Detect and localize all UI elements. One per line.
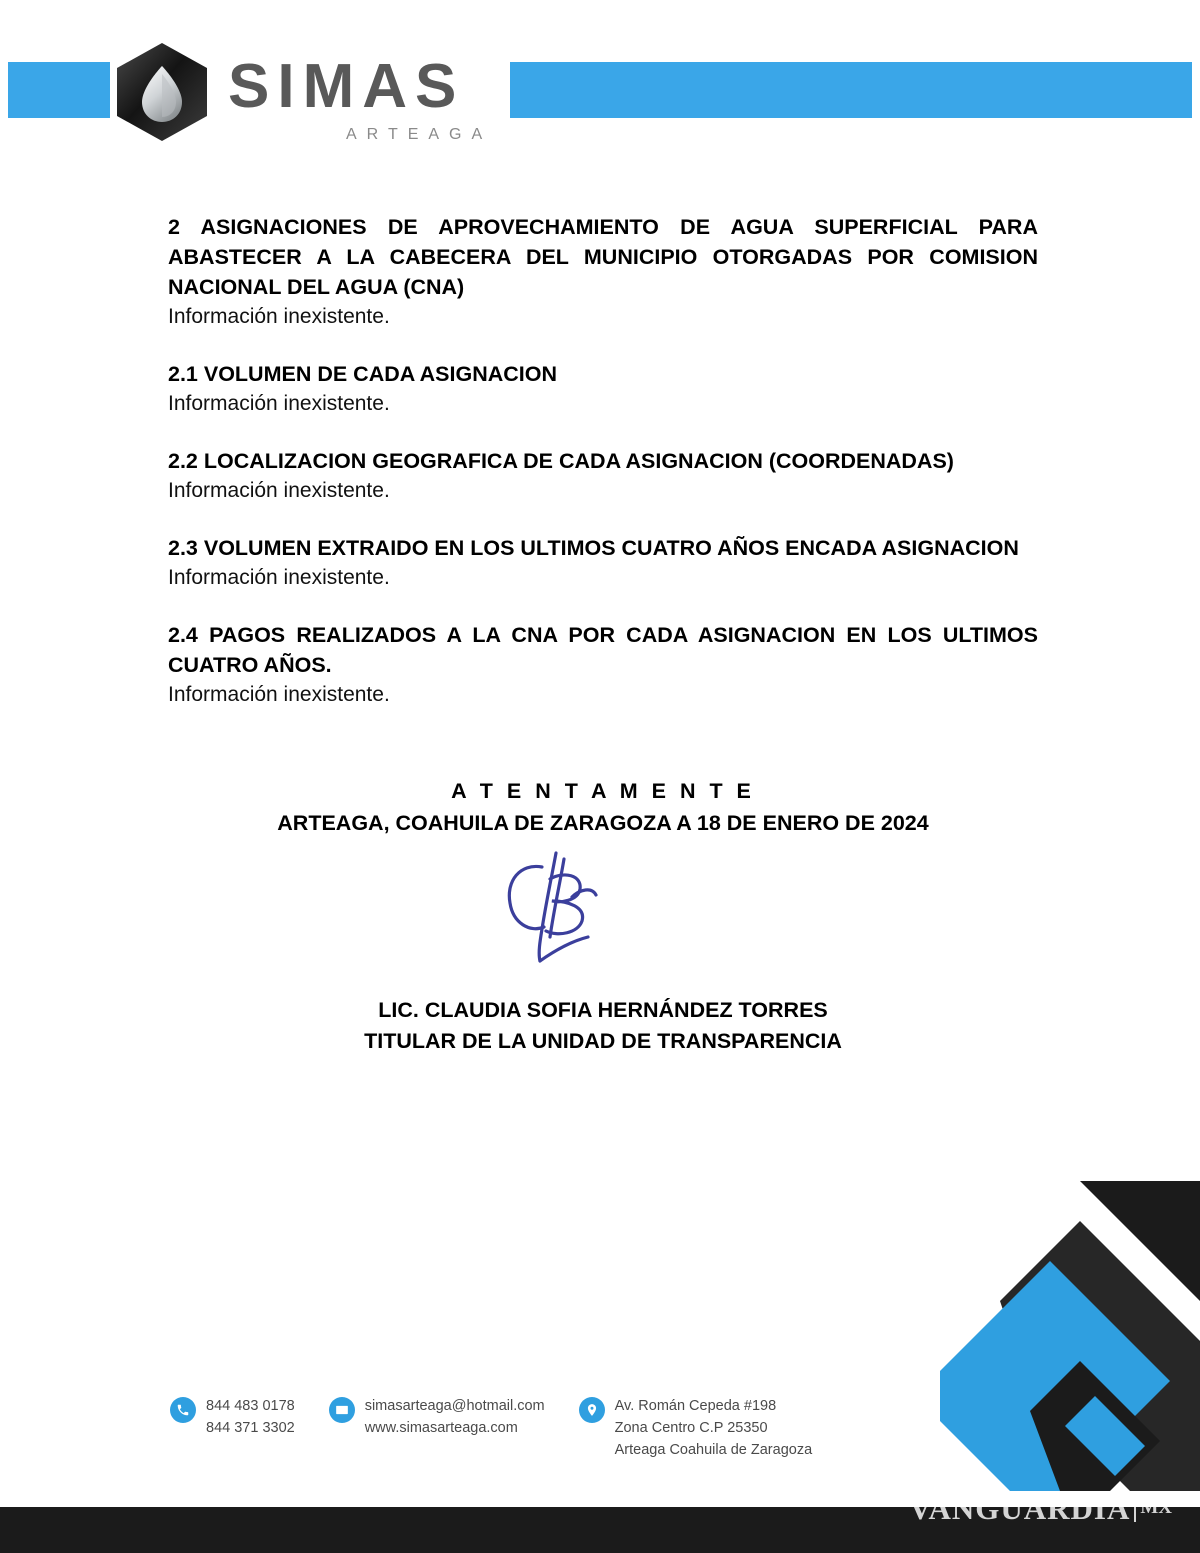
watermark-suffix: MX: [1140, 1497, 1172, 1518]
signature-icon: [480, 845, 660, 985]
section-body-2-1: Información inexistente.: [168, 392, 390, 415]
phone-primary: 844 483 0178: [206, 1398, 295, 1414]
address-line-1: Av. Román Cepeda #198: [614, 1398, 777, 1414]
header-accent-bar-right: [508, 62, 1192, 118]
closing-block: [168, 775, 1038, 839]
salutation: A T E N T A M E N T E: [451, 779, 755, 803]
address-line-3: Arteaga Coahuila de Zaragoza: [614, 1442, 813, 1458]
section-title-2-4: 2.4 PAGOS REALIZADOS A LA CNA POR CADA ASIGNACION EN LOS ULTIMOS CUATRO AÑOS.: [168, 623, 1038, 677]
section-body-2-2: Información inexistente.: [168, 479, 390, 502]
email-address[interactable]: simasarteaga@hotmail.com: [364, 1398, 545, 1414]
section-title-2-2: 2.2 LOCALIZACION GEOGRAFICA DE CADA ASIGNACION (COORDENADAS): [168, 449, 954, 473]
phone-icon: [170, 1397, 196, 1423]
location-pin-icon: [579, 1397, 605, 1423]
document-header: [0, 0, 1200, 175]
brand-tagline: ARTEAGA: [346, 126, 493, 143]
section-title-2-1: 2.1 VOLUMEN DE CADA ASIGNACION: [168, 362, 558, 386]
watermark-separator: [1134, 1498, 1136, 1522]
section-title-2: 2 ASIGNACIONES DE APROVECHAMIENTO DE AGUA SUPERFICIAL PARA ABASTECER A LA CABECERA DEL MUNICIPIO OTORGADAS POR COMISION NACIONAL DEL AGUA (CNA): [168, 215, 1038, 299]
brand-logo: [110, 34, 510, 146]
contact-row: [170, 1395, 846, 1461]
signer-name: LIC. CLAUDIA SOFIA HERNÁNDEZ TORRES: [378, 998, 828, 1022]
contact-address: [579, 1395, 813, 1461]
mail-icon: [329, 1397, 355, 1423]
website-url[interactable]: www.simasarteaga.com: [364, 1420, 518, 1436]
watermark: [909, 1491, 1172, 1527]
section-body-2-3: Información inexistente.: [168, 566, 390, 589]
phone-secondary: 844 371 3302: [206, 1420, 295, 1436]
signer-block: [168, 995, 1038, 1057]
document-body: [168, 212, 1038, 710]
signer-title: TITULAR DE LA UNIDAD DE TRANSPARENCIA: [364, 1029, 842, 1053]
contact-email: [329, 1395, 545, 1439]
document-footer: [0, 1353, 1200, 1553]
water-drop-hexagon-icon: [110, 40, 214, 144]
contact-phone: [170, 1395, 295, 1439]
address-line-2: Zona Centro C.P 25350: [614, 1420, 768, 1436]
place-and-date: ARTEAGA, COAHUILA DE ZARAGOZA A 18 DE ENERO DE 2024: [277, 811, 929, 835]
watermark-text: VANGUARDIA: [909, 1491, 1131, 1526]
section-body-2-4: Información inexistente.: [168, 683, 390, 706]
brand-name: SIMAS: [228, 52, 465, 121]
section-title-2-3: 2.3 VOLUMEN EXTRAIDO EN LOS ULTIMOS CUATRO AÑOS ENCADA ASIGNACION: [168, 536, 1019, 560]
section-body-2: Información inexistente.: [168, 305, 390, 328]
